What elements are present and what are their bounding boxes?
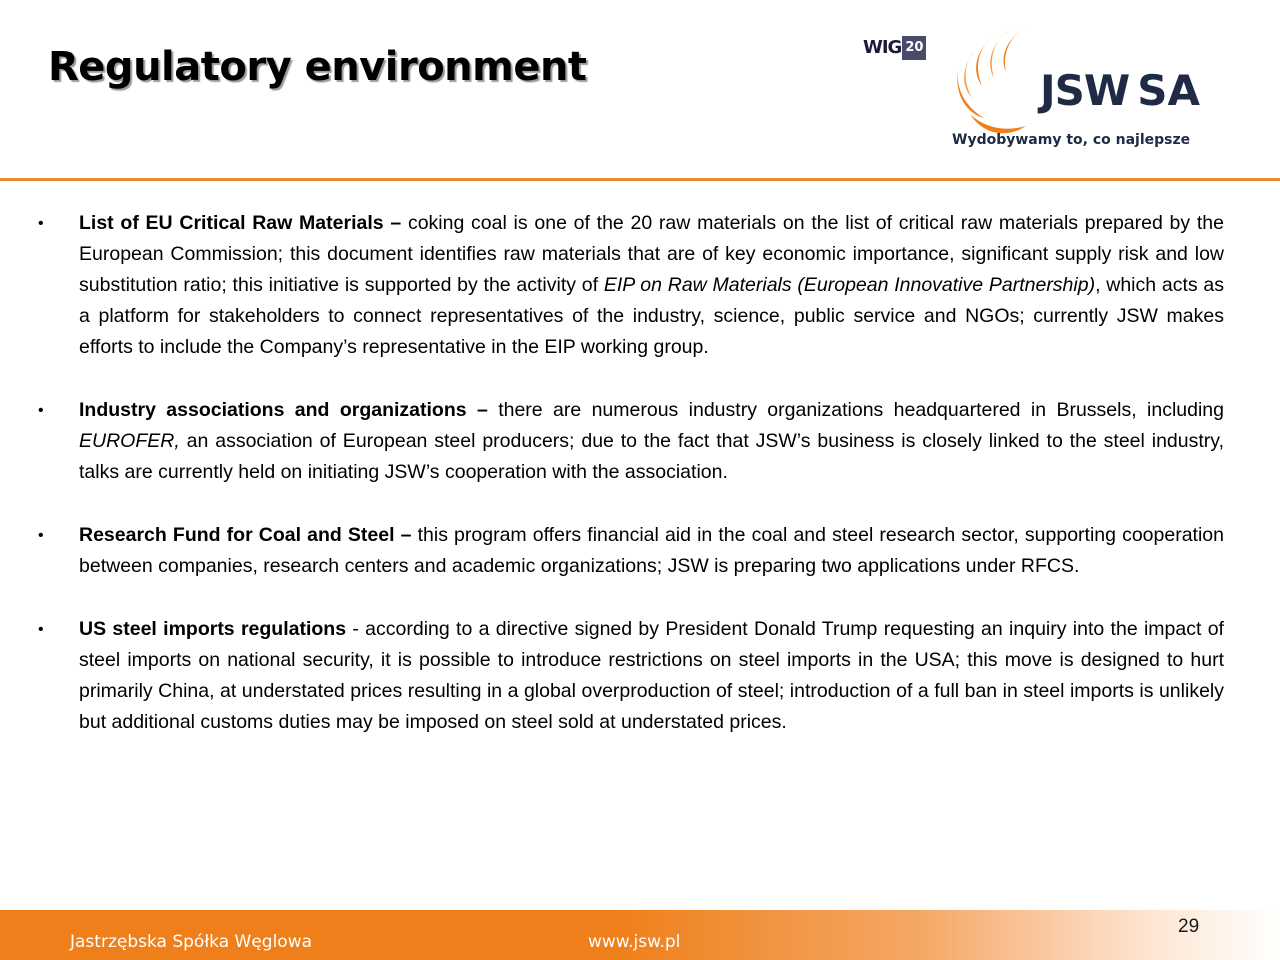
bullet-body-cont: , which acts as a platform for stakeholders to connect representatives of the industry, science, public service and NGOs; currently JSW makes efforts to include the Company’s representative in the EIP working group. <box>79 274 1224 358</box>
wig-badge-right: 20 <box>902 36 926 60</box>
bullet-heading: US steel imports regulations <box>79 618 347 640</box>
page-title: Regulatory environment <box>48 44 587 90</box>
bullet-text <box>79 395 1224 488</box>
logo-tagline: Wydobywamy to, co najlepsze <box>952 132 1191 148</box>
bullet-dot: • <box>38 402 44 419</box>
bullet-body: coking coal is one of the 20 raw materials on the list of critical raw materials prepared by the European Commission; this document identifies raw materials that are of key economic importance, significant supply risk and low substitution ratio; this initiative is supported by the activity of <box>79 212 1225 296</box>
bullet-italic: EIP on Raw Materials (European Innovative Partnership) <box>603 274 1096 296</box>
footer-website-link[interactable]: www.jsw.pl <box>588 932 681 952</box>
bullet-heading: List of EU Critical Raw Materials <box>79 212 384 234</box>
wig20-badge <box>862 36 926 60</box>
footer-bar <box>0 910 1280 960</box>
footer-company-name: Jastrzębska Spółka Węglowa <box>70 932 313 952</box>
bullet-item-us-steel-imports <box>32 614 1224 738</box>
bullet-dot: • <box>38 215 44 232</box>
page-number: 29 <box>1178 916 1200 937</box>
bullet-heading: Industry associations and organizations <box>79 399 467 421</box>
bullet-body: there are numerous industry organizations headquartered in Brussels, including <box>498 399 1224 421</box>
bullet-italic: EUROFER, <box>79 430 180 452</box>
bullet-list <box>32 208 1224 770</box>
bullet-body-cont: an association of European steel producers; due to the fact that JSW’s business is closely linked to the steel industry, talks are currently held on initiating JSW’s cooperation with the association. <box>79 430 1224 483</box>
bullet-dot: • <box>38 527 44 544</box>
bullet-text <box>79 520 1224 582</box>
header-divider <box>0 178 1280 181</box>
jsw-logo-flame-icon <box>950 22 1040 142</box>
bullet-body: according to a directive signed by President Donald Trump requesting an inquiry into the impact of steel imports on national security, it is possible to introduce restrictions on steel imports in the USA; this move is designed to hurt primarily China, at understated prices resulting in a global overproduction of steel; introduction of a full ban in steel imports is unlikely but additional customs duties may be imposed on steel sold at understated prices. <box>79 618 1224 733</box>
logo-suffix: SA <box>1137 66 1200 115</box>
logo-main: JSW <box>1040 66 1130 115</box>
bullet-separator: – <box>383 212 408 234</box>
bullet-item-industry-associations <box>32 395 1224 488</box>
bullet-heading: Research Fund for Coal and Steel <box>79 524 395 546</box>
bullet-text <box>79 614 1224 738</box>
bullet-item-research-fund <box>32 520 1224 582</box>
bullet-separator: - <box>346 618 366 640</box>
bullet-separator: – <box>466 399 499 421</box>
bullet-dot: • <box>38 621 44 638</box>
bullet-text <box>79 208 1224 363</box>
bullet-body: this program offers financial aid in the coal and steel research sector, supporting cooperation between companies, research centers and academic organizations; JSW is preparing two applications under RFCS. <box>79 524 1224 577</box>
jsw-logo-wordmark <box>1040 66 1200 115</box>
bullet-item-critical-raw-materials <box>32 208 1224 363</box>
wig-badge-left: WIG <box>863 37 902 58</box>
bullet-separator: – <box>394 524 418 546</box>
